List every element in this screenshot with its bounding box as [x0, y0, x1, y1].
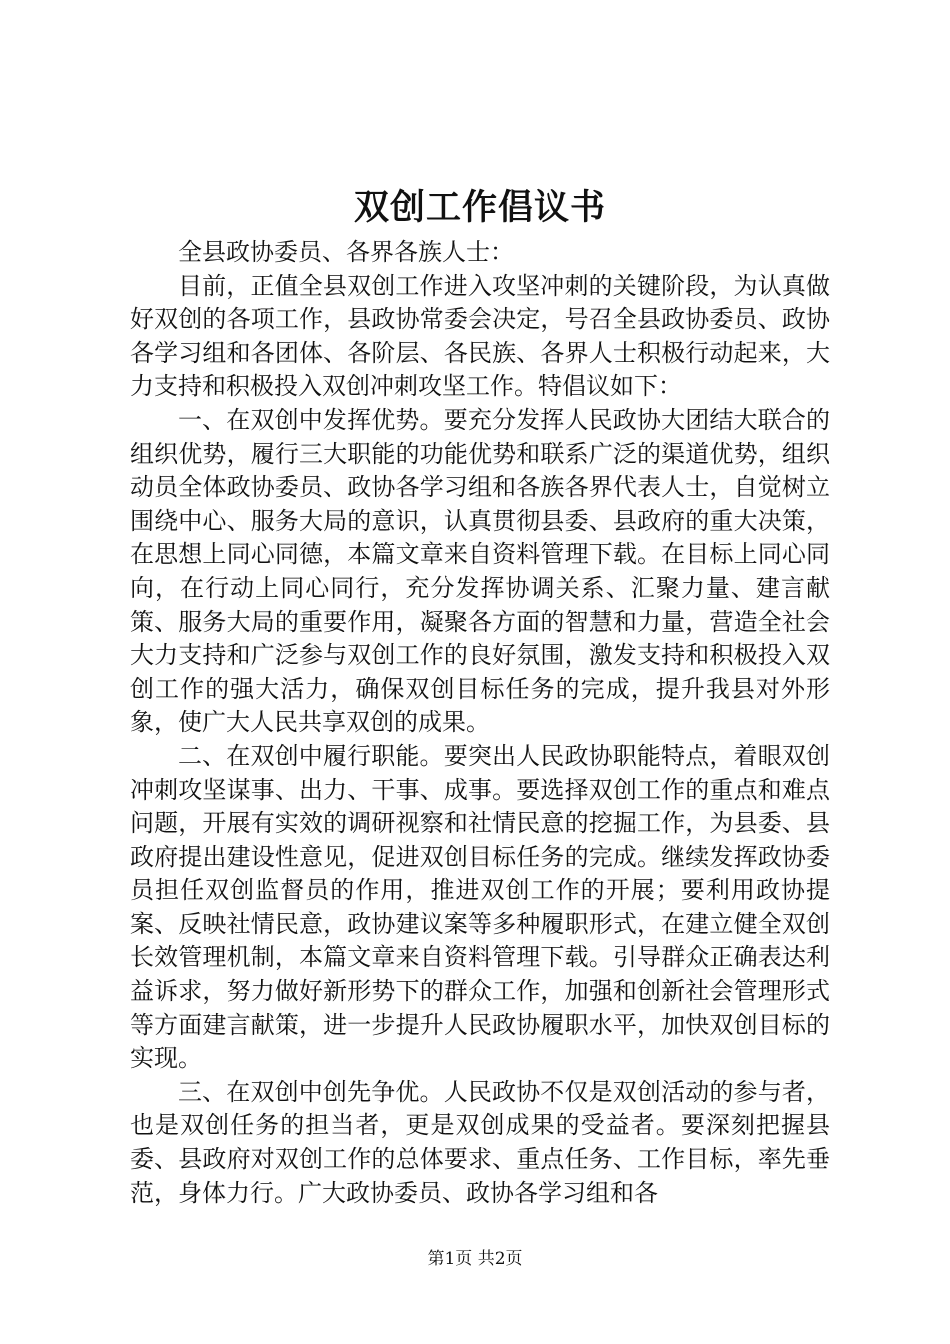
salutation: 全县政协委员、各界各族人士： — [178, 238, 514, 266]
document-page — [130, 180, 830, 1210]
document-title: 双创工作倡议书 — [353, 187, 606, 228]
paragraph-2: 二、在双创中履行职能。要突出人民政协职能特点，着眼双创冲刺攻坚谋事、出力、干事、成事。要选择双创工作的重点和难点问题，开展有实效的调研视察和社情民意的挖掘工作，为县委、县政府提出建设性意见，促进双创目标任务的完成。继续发挥政协委员担任双创监督员的作用，推进双创工作的开展；要利用政协提案、反映社情民意，政协建议案等多种履职形式，在建立健全双创长效管理机制，本篇文章来自资料管理下载。引导群众正确表达利益诉求，努力做好新形势下的群众工作，加强和创新社会管理形式等方面建言献策，进一步提升人民政协履职水平，加快双创目标的实现。 — [130, 741, 830, 1073]
page-footer: 第1页 共2页 — [427, 1249, 523, 1269]
paragraph-3: 三、在双创中创先争优。人民政协不仅是双创活动的参与者，也是双创任务的担当者，更是双创成果的受益者。要深刻把握县委、县政府对双创工作的总体要求、重点任务、工作目标，率先垂范，身体力行。广大政协委员、政协各学习组和各 — [130, 1077, 830, 1207]
paragraph-intro: 目前，正值全县双创工作进入攻坚冲刺的关键阶段，为认真做好双创的各项工作，县政协常委会决定，号召全县政协委员、政协各学习组和各团体、各阶层、各民族、各界人士积极行动起来，大力支持和积极投入双创冲刺攻坚工作。特倡议如下： — [130, 271, 830, 401]
paragraph-1: 一、在双创中发挥优势。要充分发挥人民政协大团结大联合的组织优势，履行三大职能的功能优势和联系广泛的渠道优势，组织动员全体政协委员、政协各学习组和各族各界代表人士，自觉树立围绕中心、服务大局的意识，认真贯彻县委、县政府的重大决策，在思想上同心同德，本篇文章来自资料管理下载。在目标上同心同向，在行动上同心同行，充分发挥协调关系、汇聚力量、建言献策、服务大局的重要作用，凝聚各方面的智慧和力量，营造全社会大力支持和广泛参与双创工作的良好氛围，激发支持和积极投入双创工作的强大活力，确保双创目标任务的完成，提升我县对外形象，使广大人民共享双创的成果。 — [130, 405, 830, 737]
